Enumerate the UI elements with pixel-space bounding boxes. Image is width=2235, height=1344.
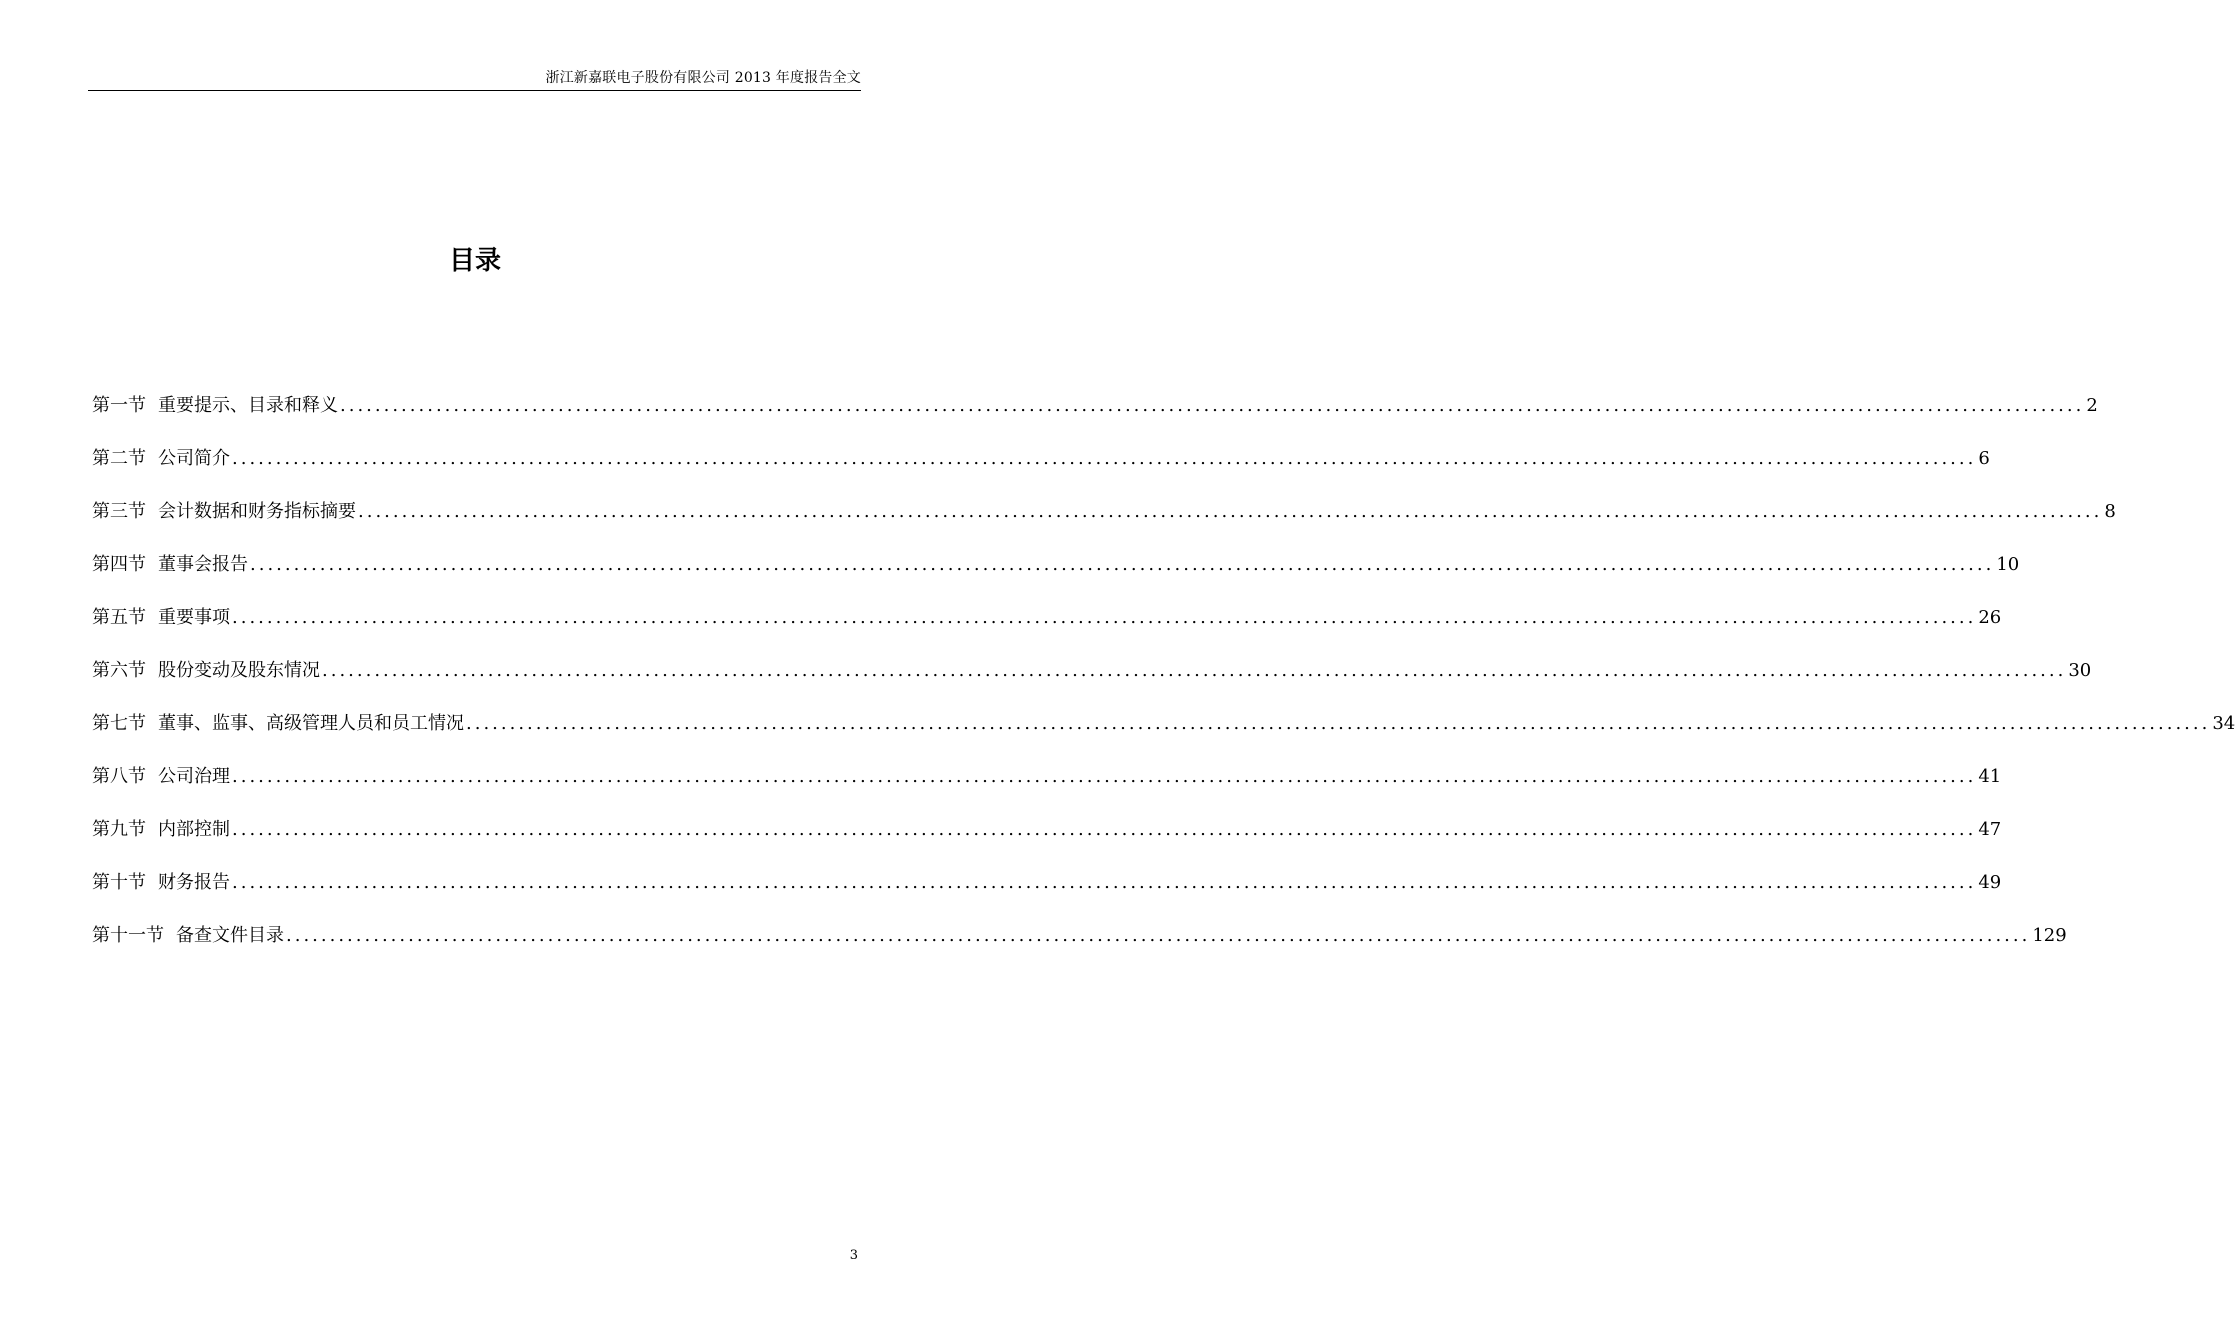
- toc-entry[interactable]: [92, 813, 2002, 866]
- toc-page-number: 8: [2104, 501, 2116, 522]
- toc-section-title: 财务报告: [158, 872, 230, 893]
- toc-entry[interactable]: [92, 654, 2092, 707]
- toc-entry[interactable]: [92, 866, 2002, 919]
- toc-section-number: 第四节: [92, 554, 146, 575]
- toc-dot-leader: ........................................................................................................................................................................................................: [466, 713, 2211, 734]
- table-of-contents: [92, 389, 2235, 972]
- toc-section-number: 第八节: [92, 766, 146, 787]
- toc-dot-leader: ........................................................................................................................................................................................................: [340, 395, 2085, 416]
- toc-section-title: 重要事项: [158, 607, 230, 628]
- toc-page-number: 49: [1978, 872, 2002, 893]
- toc-section-title: 公司治理: [158, 766, 230, 787]
- toc-section-title: 重要提示、目录和释义: [158, 395, 338, 416]
- toc-entry[interactable]: [92, 548, 2020, 601]
- toc-page-number: 129: [2032, 925, 2067, 946]
- toc-entry[interactable]: [92, 442, 1990, 495]
- toc-section-number: 第十节: [92, 872, 146, 893]
- toc-section-title: 董事会报告: [158, 554, 248, 575]
- toc-dot-leader: ........................................................................................................................................................................................................: [232, 607, 1977, 628]
- toc-dot-leader: ........................................................................................................................................................................................................: [232, 766, 1977, 787]
- toc-entry[interactable]: [92, 389, 2098, 442]
- page-title: 目录: [448, 246, 501, 277]
- toc-section-number: 第二节: [92, 448, 146, 469]
- toc-page-number: 6: [1978, 448, 1990, 469]
- toc-page-number: 2: [2086, 395, 2098, 416]
- toc-section-number: 第五节: [92, 607, 146, 628]
- toc-section-number: 第三节: [92, 501, 146, 522]
- toc-dot-leader: ........................................................................................................................................................................................................: [286, 925, 2031, 946]
- toc-entry[interactable]: [92, 707, 2235, 760]
- toc-section-title: 公司简介: [158, 448, 230, 469]
- toc-section-title: 股份变动及股东情况: [158, 660, 320, 681]
- toc-section-title: 备查文件目录: [176, 925, 284, 946]
- toc-section-title: 内部控制: [158, 819, 230, 840]
- toc-entry[interactable]: [92, 601, 2002, 654]
- toc-dot-leader: ........................................................................................................................................................................................................: [232, 448, 1977, 469]
- toc-dot-leader: ........................................................................................................................................................................................................: [322, 660, 2067, 681]
- toc-page-number: 41: [1978, 766, 2002, 787]
- toc-page-number: 34: [2212, 713, 2235, 734]
- toc-page-number: 10: [1996, 554, 2020, 575]
- toc-page-number: 47: [1978, 819, 2002, 840]
- toc-section-number: 第九节: [92, 819, 146, 840]
- toc-section-number: 第七节: [92, 713, 146, 734]
- toc-dot-leader: ........................................................................................................................................................................................................: [250, 554, 1995, 575]
- toc-entry[interactable]: [92, 760, 2002, 813]
- toc-entry[interactable]: [92, 919, 2067, 972]
- toc-section-title: 董事、监事、高级管理人员和员工情况: [158, 713, 464, 734]
- toc-entry[interactable]: [92, 495, 2116, 548]
- toc-section-number: 第十一节: [92, 925, 164, 946]
- toc-dot-leader: ........................................................................................................................................................................................................: [232, 872, 1977, 893]
- footer-page-number: 3: [849, 1248, 858, 1263]
- toc-page-number: 26: [1978, 607, 2002, 628]
- toc-dot-leader: ........................................................................................................................................................................................................: [358, 501, 2103, 522]
- toc-dot-leader: ........................................................................................................................................................................................................: [232, 819, 1977, 840]
- toc-section-number: 第一节: [92, 395, 146, 416]
- toc-page-number: 30: [2068, 660, 2092, 681]
- page-header: [88, 64, 861, 91]
- toc-section-number: 第六节: [92, 660, 146, 681]
- toc-section-title: 会计数据和财务指标摘要: [158, 501, 356, 522]
- header-text: 浙江新嘉联电子股份有限公司 2013 年度报告全文: [545, 70, 861, 86]
